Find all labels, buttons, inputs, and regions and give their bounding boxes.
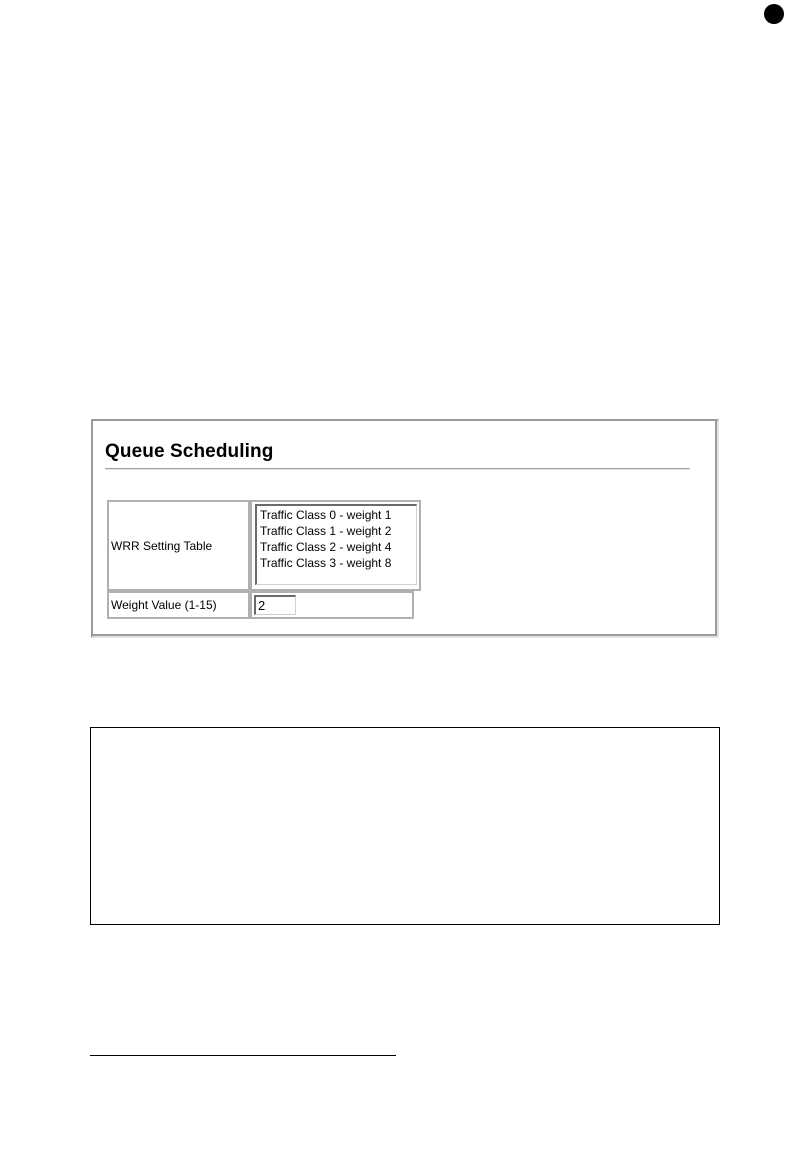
wrr-setting-label-cell (107, 500, 250, 591)
weight-value-label: Weight Value (1-15) (111, 598, 217, 612)
weight-value-label-cell (107, 591, 250, 619)
list-item-traffic-class-2[interactable]: Traffic Class 2 - weight 4 (260, 540, 392, 554)
list-item-traffic-class-0[interactable]: Traffic Class 0 - weight 1 (260, 508, 392, 522)
wrr-setting-label: WRR Setting Table (111, 538, 213, 553)
footnote-divider (90, 1055, 396, 1056)
list-item-traffic-class-1[interactable]: Traffic Class 1 - weight 2 (260, 524, 392, 538)
weight-value-input[interactable] (254, 595, 296, 615)
wrr-setting-value-cell (250, 500, 421, 591)
title-divider (105, 468, 690, 470)
weight-value-input-cell (250, 591, 414, 619)
queue-scheduling-panel (91, 419, 719, 638)
page-title: Queue Scheduling (105, 441, 274, 462)
cli-example-box (90, 727, 720, 925)
page-number-badge (764, 4, 784, 24)
list-item-traffic-class-3[interactable]: Traffic Class 3 - weight 8 (260, 556, 392, 570)
wrr-setting-listbox[interactable] (255, 504, 417, 585)
